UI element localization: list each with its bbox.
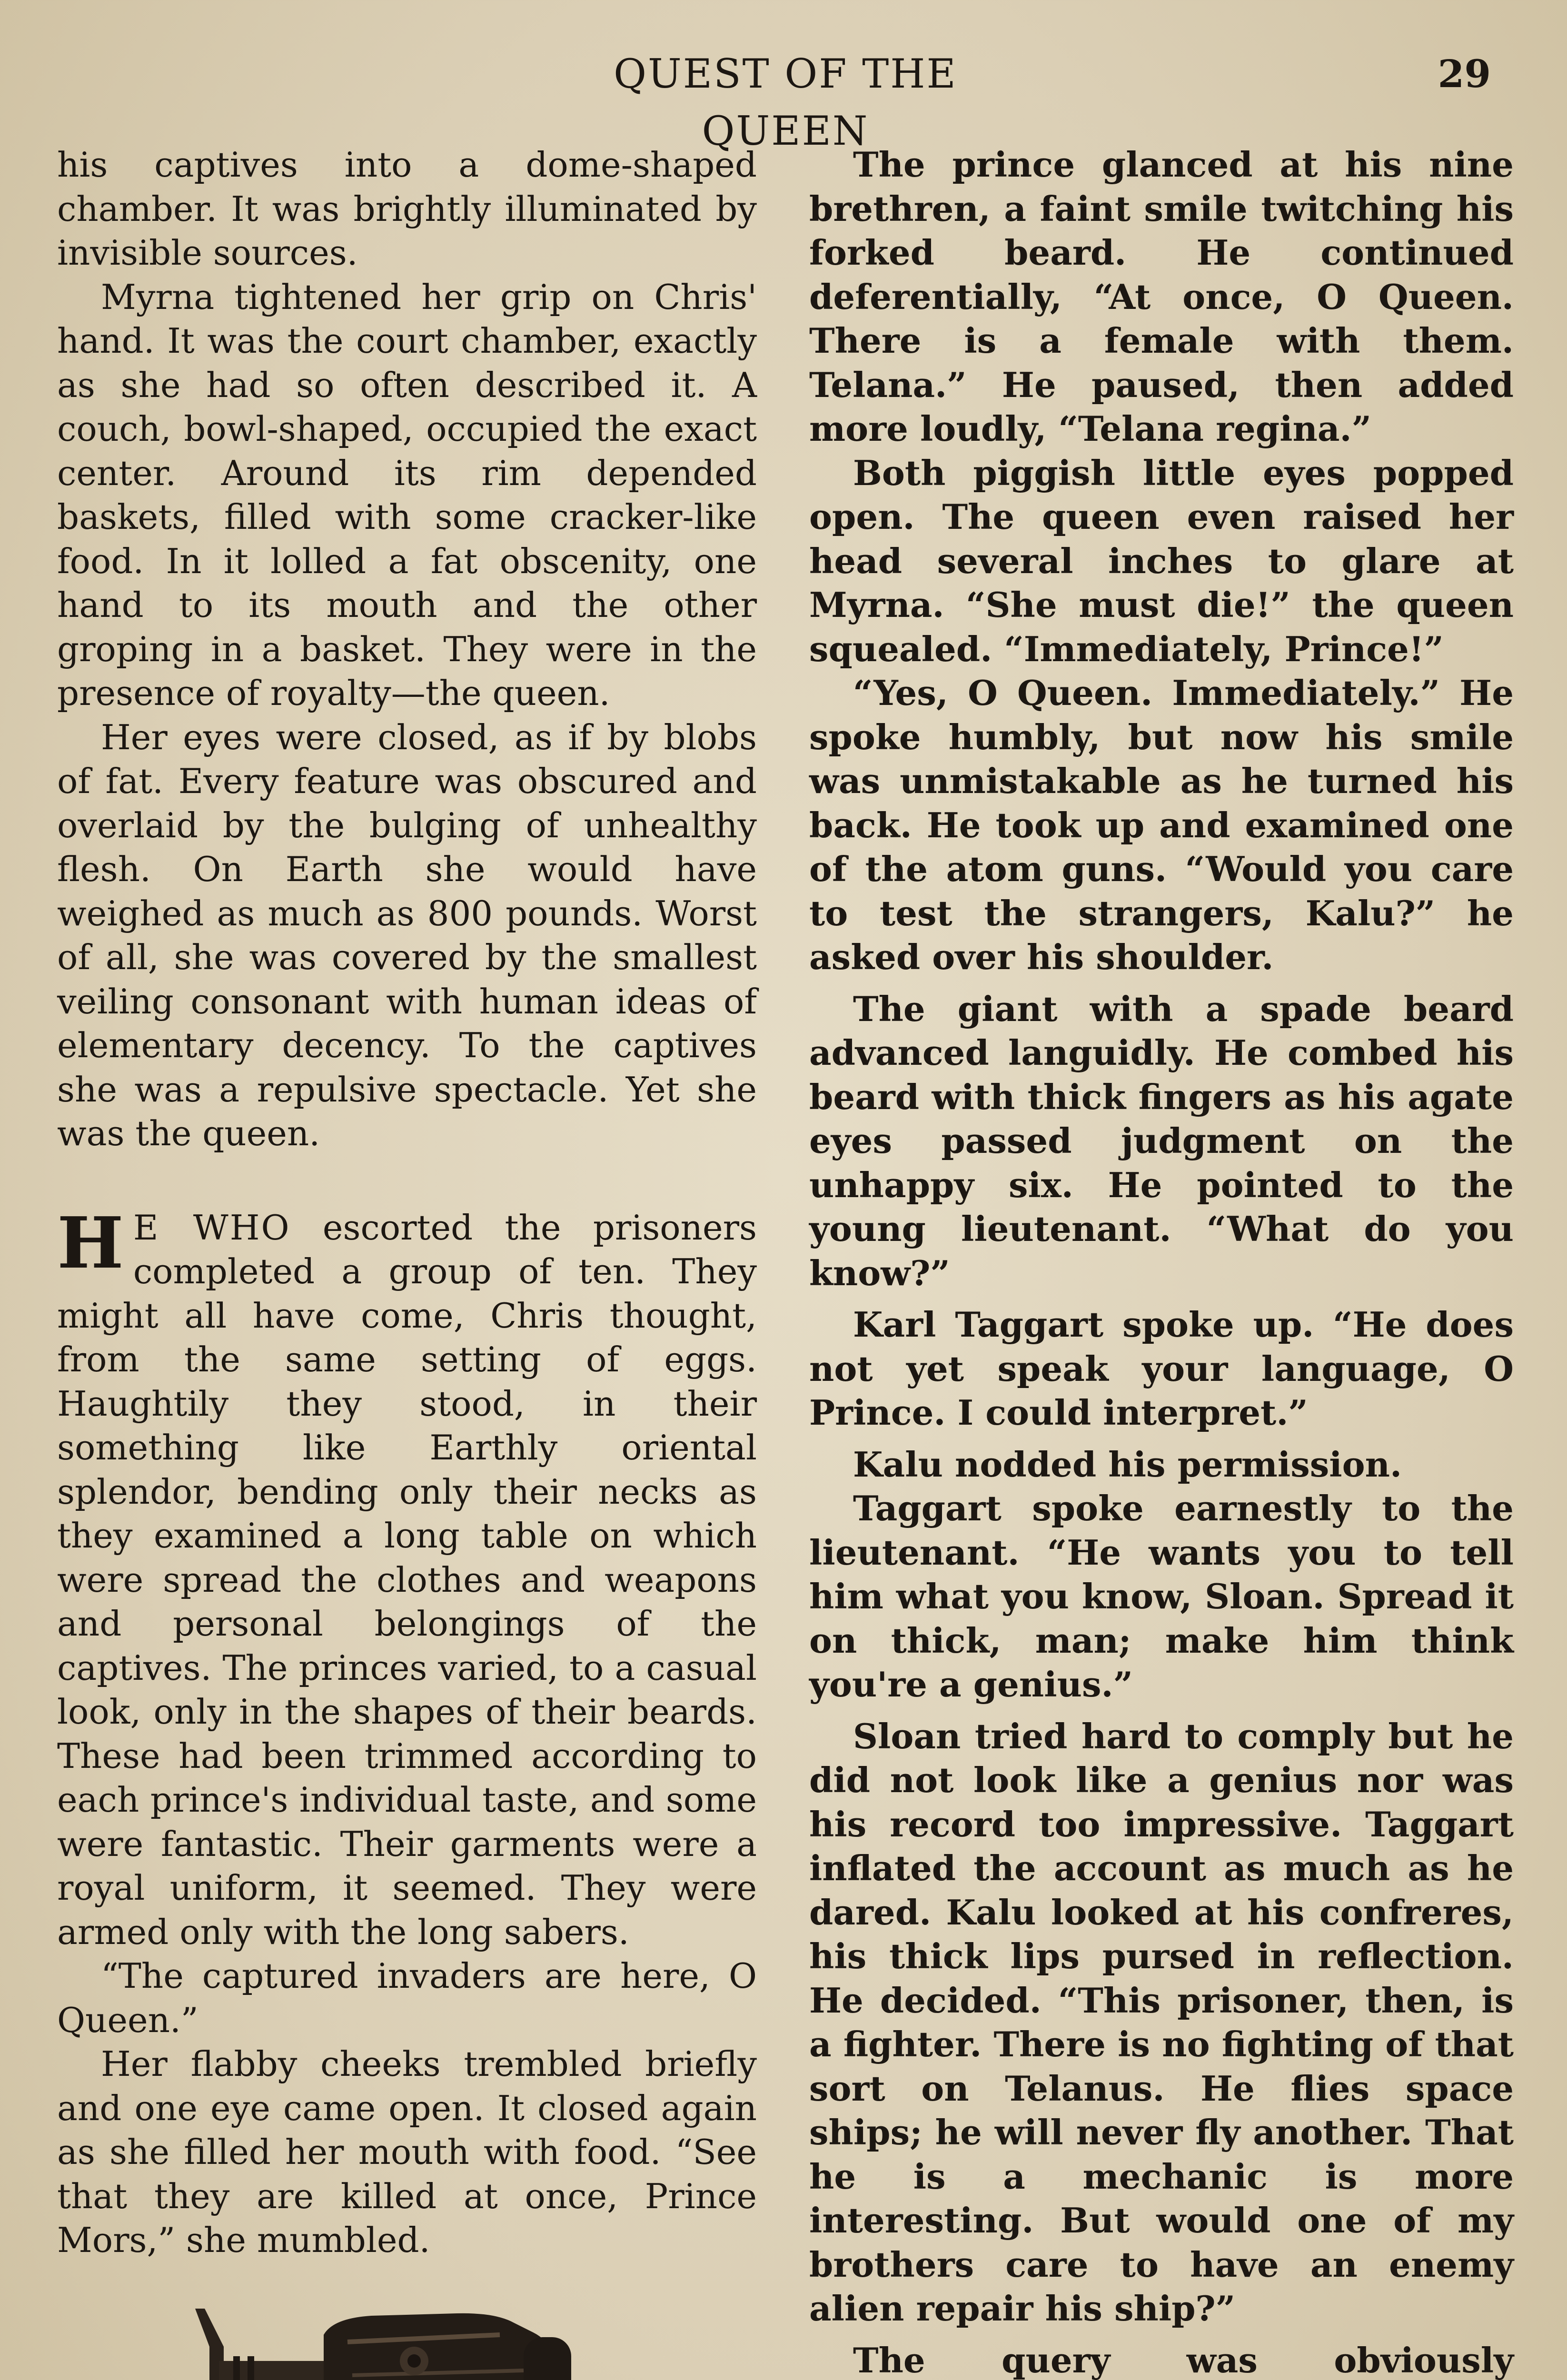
opening-text: escorted the prisoners completed a group of ten. They might all have come, Chris thought, from the same setting of eggs. Haughtily they stood, in their something like Earthly oriental splendor, bending only their necks as they examined a long table on which were spread the clothes and weapons and personal belongings of the captives. The princes varied, to a casual look, only in the shapes of their beards. These had been trimmed according to each prince's individual taste, and some were fantastic. Their garments were a royal uniform, it seemed. They were armed only with the long sabers.: [57, 1207, 757, 1952]
section-opening-paragraph: [57, 1201, 757, 1954]
opening-small-caps: E WHO: [133, 1207, 291, 1248]
paragraph: Taggart spoke earnestly to the lieutenant. “He wants you to tell him what you know, Sloan. Spread it on thick, man; make him think you're a genius.”: [809, 1488, 1514, 1705]
paragraph: Her flabby cheeks trembled briefly and one eye came open. It closed again as she filled her mouth with food. “See that they are killed at once, Prince Mors,” she mumbled.: [57, 2044, 757, 2260]
page-header: [0, 45, 1567, 154]
paragraph: Sloan tried hard to comply but he did not look like a genius nor was his record too impressive. Taggart inflated the account as much as he dared. Kalu looked at his confreres, his thick lips pursed in reflection. He decided. “This prisoner, then, is a fighter. There is no fighting of that sort on Telanus. He flies space ships; he will never fly another. That he is a mechanic is more interesting. But would one of my brothers care to have an enemy alien repair his ship?”: [809, 1716, 1514, 2329]
paragraph: Kalu nodded his permission.: [853, 1444, 1402, 1485]
running-title: QUEST OF THE QUEEN: [614, 50, 957, 154]
left-column: [57, 143, 757, 2262]
paragraph: Her eyes were closed, as if by blobs of fat. Every feature was obscured and overlaid by the bulging of unhealthy flesh. On Earth she would have weighed as much as 800 pounds. Worst of all, she was covered by the smallest veiling consonant with human ideas of elementary decency. To the captives she was a repulsive spectacle. Yet she was the queen.: [57, 717, 757, 1153]
right-column: [809, 143, 1514, 2380]
paragraph: Karl Taggart spoke up. “He does not yet speak your language, O Prince. I could interpret.”: [809, 1304, 1514, 1433]
paragraph: Both piggish little eyes popped open. The queen even raised her head several inches to glare at Myrna. “She must die!” the queen squealed. “Immediately, Prince!”: [809, 452, 1514, 669]
atom-gun-icon: [190, 2290, 633, 2380]
paragraph: “Yes, O Queen. Immediately.” He spoke humbly, but now his smile was unmistakable as he turned his back. He took up and examined one of the atom guns. “Would you care to test the strangers, Kalu?” he asked over his shoulder.: [809, 673, 1514, 977]
paragraph: The query was obviously: [853, 2340, 1514, 2380]
drop-cap: H: [57, 1201, 123, 1284]
paragraph: his captives into a dome-shaped chamber. It was brightly illuminated by invisible sources.: [57, 145, 757, 273]
paragraph: Myrna tightened her grip on Chris' hand. It was the court chamber, exactly as she had so often described it. A couch, bowl-shaped, occupied the exact center. Around its rim depended baskets, filled with some cracker-like food. In it lolled a fat obscenity, one hand to its mouth and the other groping in a basket. They were in the presence of royalty—the queen.: [57, 277, 757, 713]
paragraph: The prince glanced at his nine brethren, a faint smile twitching his forked beard. He continued deferentially, “At once, O Queen. There is a female with them. Telana.” He paused, then added more loudly, “Telana regina.”: [809, 144, 1514, 449]
page-number: 29: [1438, 51, 1491, 96]
paragraph: “The captured invaders are here, O Queen.”: [57, 1956, 757, 2040]
paragraph: The giant with a spade beard advanced languidly. He combed his beard with thick fingers as his agate eyes passed judgment on the unhappy six. He pointed to the young lieutenant. “What do you know?”: [809, 988, 1514, 1293]
